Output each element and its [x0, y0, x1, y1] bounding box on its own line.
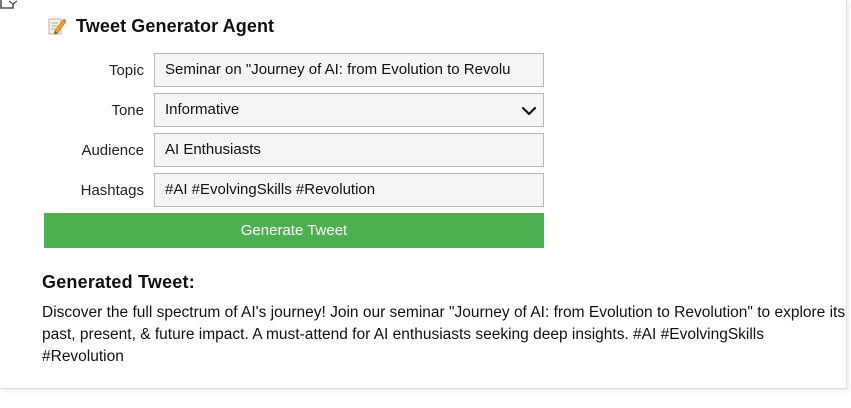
audience-input[interactable]: AI Enthusiasts — [154, 133, 544, 167]
memo-pencil-icon — [48, 16, 66, 36]
app-header — [48, 14, 274, 38]
topic-row — [0, 53, 546, 89]
chevron-down-icon — [521, 103, 537, 119]
tone-row — [0, 93, 546, 129]
tone-selected-value: Informative — [165, 101, 240, 118]
audience-row — [0, 133, 546, 169]
hashtags-label: Hashtags — [80, 182, 144, 199]
app-title: Tweet Generator Agent — [76, 15, 275, 36]
generated-tweet-heading: Generated Tweet: — [42, 272, 195, 292]
topic-input[interactable]: Seminar on "Journey of AI: from Evolution to Revolu — [154, 53, 544, 87]
hashtags-row — [0, 173, 546, 209]
generate-tweet-button[interactable]: Generate Tweet — [44, 213, 544, 248]
partial-corner-icon — [0, 0, 18, 10]
generated-tweet-text: Discover the full spectrum of AI's journey! Join our seminar "Journey of AI: from Evolution to Revolution" to explore its past, present, & future impact. A must-attend for AI enthusiasts seeking deep insights. #AI #EvolvingSkills #Revolution — [42, 304, 846, 365]
topic-label: Topic — [108, 62, 144, 79]
tone-select[interactable] — [154, 93, 544, 127]
hashtags-input[interactable]: #AI #EvolvingSkills #Revolution — [154, 173, 544, 207]
audience-label: Audience — [81, 142, 144, 159]
tone-label: Tone — [111, 102, 144, 119]
